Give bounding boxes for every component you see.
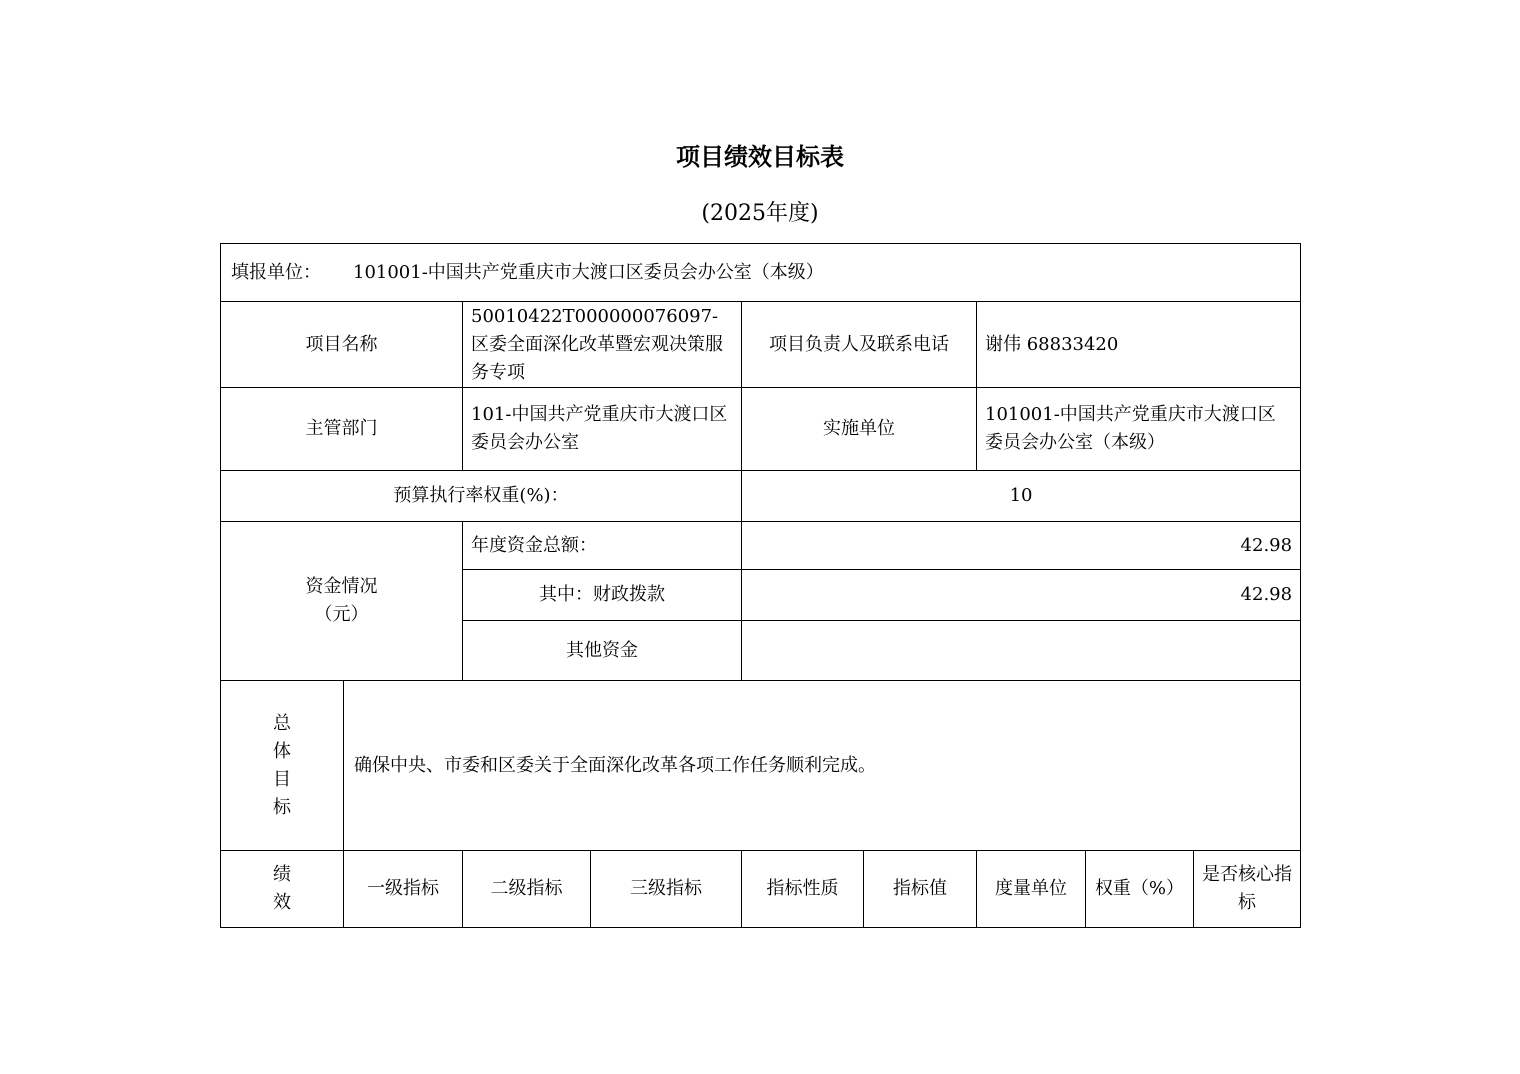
header-level3: 三级指标 xyxy=(591,851,742,928)
unit-label: 填报单位： xyxy=(231,261,321,283)
fiscal-value: 42.98 xyxy=(742,570,1301,621)
perf-label: 绩效 xyxy=(273,864,291,913)
budget-rate-value: 10 xyxy=(742,471,1301,522)
annual-total-label: 年度资金总额： xyxy=(463,522,742,570)
dept-row xyxy=(221,388,1301,471)
impl-label: 实施单位 xyxy=(742,388,977,471)
goal-value: 确保中央、市委和区委关于全面深化改革各项工作任务顺利完成。 xyxy=(344,681,1301,851)
funds-label: 资金情况 xyxy=(305,576,378,597)
indicator-header-row xyxy=(221,851,1301,928)
header-value: 指标值 xyxy=(864,851,977,928)
budget-rate-row xyxy=(221,471,1301,522)
header-weight: 权重（%） xyxy=(1086,851,1194,928)
performance-target-table xyxy=(220,243,1301,928)
project-name-label: 项目名称 xyxy=(221,302,463,388)
other-funds-label: 其他资金 xyxy=(463,621,742,681)
fiscal-label: 其中：财政拨款 xyxy=(463,570,742,621)
contact-label: 项目负责人及联系电话 xyxy=(742,302,977,388)
project-name-row xyxy=(221,302,1301,388)
annual-total-value: 42.98 xyxy=(742,522,1301,570)
header-nature: 指标性质 xyxy=(742,851,864,928)
perf-label-cell xyxy=(221,851,344,928)
contact-value: 谢伟 68833420 xyxy=(977,302,1301,388)
goal-row xyxy=(221,681,1301,851)
header-level2: 二级指标 xyxy=(463,851,591,928)
unit-value: 101001-中国共产党重庆市大渡口区委员会办公室（本级） xyxy=(353,261,824,283)
page-subtitle: (2025年度) xyxy=(701,201,819,226)
unit-cell xyxy=(221,244,1301,302)
header-level1: 一级指标 xyxy=(344,851,463,928)
annual-total-row xyxy=(221,522,1301,570)
budget-rate-label: 预算执行率权重(%)： xyxy=(221,471,742,522)
other-funds-value xyxy=(742,621,1301,681)
unit-row xyxy=(221,244,1301,302)
dept-value: 101-中国共产党重庆市大渡口区委员会办公室 xyxy=(463,388,742,471)
goal-label: 总体目标 xyxy=(273,712,291,818)
funds-label-cell xyxy=(221,522,463,681)
page-title: 项目绩效目标表 xyxy=(676,142,844,171)
project-name-value: 50010422T000000076097-区委全面深化改革暨宏观决策服务专项 xyxy=(463,302,742,388)
header-core: 是否核心指标 xyxy=(1194,851,1301,928)
impl-value: 101001-中国共产党重庆市大渡口区委员会办公室（本级） xyxy=(977,388,1301,471)
funds-unit: （元） xyxy=(314,604,369,625)
header-unit: 度量单位 xyxy=(977,851,1086,928)
goal-label-cell xyxy=(221,681,344,851)
dept-label: 主管部门 xyxy=(221,388,463,471)
